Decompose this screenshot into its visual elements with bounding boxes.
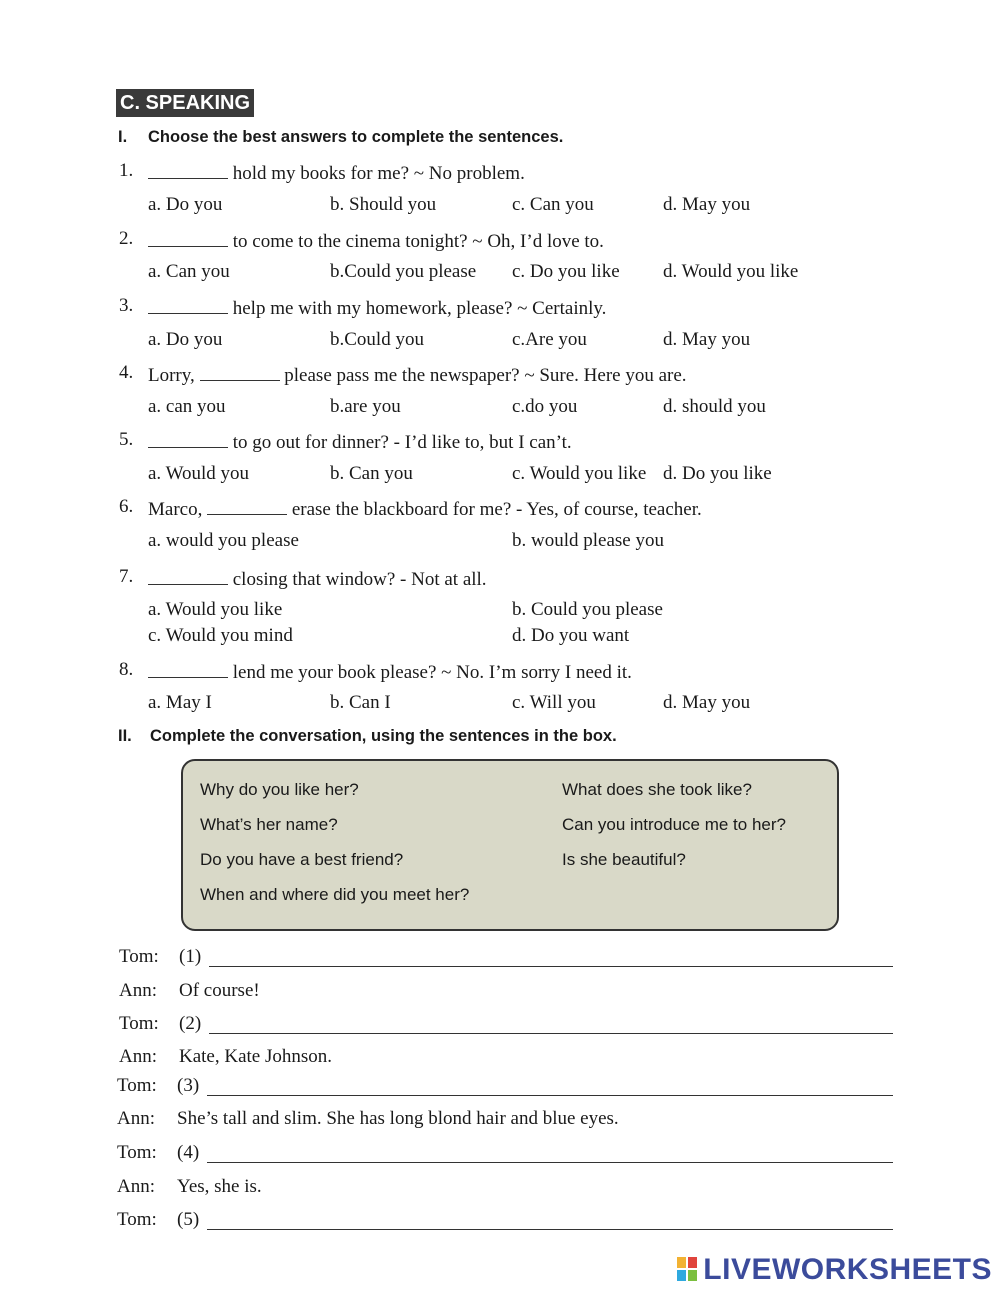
option-a[interactable]: a. Do you xyxy=(148,194,223,215)
question-text xyxy=(148,362,687,387)
question-text xyxy=(148,228,604,253)
option-b[interactable]: b. Can you xyxy=(330,463,413,484)
answer-blank[interactable] xyxy=(148,566,228,585)
blank-number: (2) xyxy=(179,1013,202,1034)
blank-number: (4) xyxy=(177,1142,200,1163)
question-prompt: hold my books for me? ~ No problem. xyxy=(232,163,525,184)
option-a[interactable]: a. Can you xyxy=(148,261,230,282)
question-prompt: to go out for dinner? - I’d like to, but I can’t. xyxy=(232,432,572,453)
liveworksheets-logo-icon xyxy=(677,1257,699,1283)
question-text xyxy=(148,429,572,454)
answer-line[interactable] xyxy=(207,1095,893,1096)
part1-heading: Choose the best answers to complete the sentences. xyxy=(148,128,564,146)
question-prompt: to come to the cinema tonight? ~ Oh, I’d love to. xyxy=(232,231,604,252)
question-number: 8. xyxy=(119,659,134,680)
part2-heading-number: II. xyxy=(118,727,132,745)
option-c[interactable]: c. Will you xyxy=(512,692,596,713)
question-prompt: lend me your book please? ~ No. I’m sorry I need it. xyxy=(232,662,632,683)
question-text xyxy=(148,160,525,185)
answer-line[interactable] xyxy=(209,966,893,967)
answer-blank[interactable] xyxy=(148,160,228,179)
box-sentence: Is she beautiful? xyxy=(562,850,686,869)
box-sentence: Why do you like her? xyxy=(200,780,359,799)
option-a[interactable]: a. Would you xyxy=(148,463,250,484)
answer-blank[interactable] xyxy=(148,659,228,678)
question-prompt: closing that window? - Not at all. xyxy=(232,569,487,590)
option-c[interactable]: c.Are you xyxy=(512,329,587,350)
question-number: 4. xyxy=(119,362,134,383)
option-b[interactable]: b.Could you xyxy=(330,329,424,350)
dialogue-line: Kate, Kate Johnson. xyxy=(179,1046,333,1067)
question-number: 7. xyxy=(119,566,134,587)
option-b[interactable]: b. Could you please xyxy=(512,599,663,620)
option-a[interactable]: a. May I xyxy=(148,692,212,713)
speaker-label: Tom: xyxy=(119,946,159,967)
dialogue-line: Yes, she is. xyxy=(177,1176,262,1197)
question-prompt: erase the blackboard for me? - Yes, of course, teacher. xyxy=(291,499,702,520)
blank-number: (5) xyxy=(177,1209,200,1230)
box-sentence: What does she took like? xyxy=(562,780,752,799)
blank-number: (1) xyxy=(179,946,202,967)
question-text xyxy=(148,566,487,591)
question-text xyxy=(148,295,606,320)
answer-line[interactable] xyxy=(207,1229,893,1230)
box-sentence: What’s her name? xyxy=(200,815,338,834)
question-number: 6. xyxy=(119,496,134,517)
option-d[interactable]: d. May you xyxy=(663,692,751,713)
blank-number: (3) xyxy=(177,1075,200,1096)
speaker-label: Ann: xyxy=(119,1046,157,1067)
option-c[interactable]: c.do you xyxy=(512,396,578,417)
section-title: C. SPEAKING xyxy=(116,89,254,117)
question-prompt: please pass me the newspaper? ~ Sure. Here you are. xyxy=(284,365,687,386)
question-prompt: help me with my homework, please? ~ Certainly. xyxy=(232,298,607,319)
option-c[interactable]: c. Would you like xyxy=(512,463,647,484)
option-a[interactable]: a. Do you xyxy=(148,329,223,350)
part2-heading: Complete the conversation, using the sentences in the box. xyxy=(150,727,617,745)
option-c[interactable]: c. Do you like xyxy=(512,261,620,282)
option-b[interactable]: b. Can I xyxy=(330,692,391,713)
answer-blank[interactable] xyxy=(148,228,228,247)
liveworksheets-logo xyxy=(677,1253,992,1287)
option-d[interactable]: d. Do you want xyxy=(512,625,630,646)
speaker-label: Tom: xyxy=(119,1013,159,1034)
question-lead: Marco, xyxy=(148,499,203,520)
question-number: 5. xyxy=(119,429,134,450)
box-sentence: Do you have a best friend? xyxy=(200,850,404,869)
option-b[interactable]: b. would please you xyxy=(512,530,664,551)
option-a[interactable]: a. would you please xyxy=(148,530,299,551)
answer-line[interactable] xyxy=(209,1033,893,1034)
option-d[interactable]: d. Would you like xyxy=(663,261,799,282)
liveworksheets-logo-text: LIVEWORKSHEETS xyxy=(703,1253,992,1286)
answer-line[interactable] xyxy=(207,1162,893,1163)
box-sentence: Can you introduce me to her? xyxy=(562,815,786,834)
answer-blank[interactable] xyxy=(148,295,228,314)
option-c[interactable]: c. Can you xyxy=(512,194,594,215)
option-d[interactable]: d. May you xyxy=(663,194,751,215)
option-b[interactable]: b.are you xyxy=(330,396,401,417)
dialogue-line: Of course! xyxy=(179,980,260,1001)
question-number: 2. xyxy=(119,228,134,249)
box-sentence: When and where did you meet her? xyxy=(200,885,470,904)
answer-blank[interactable] xyxy=(148,429,228,448)
answer-blank[interactable] xyxy=(200,362,280,381)
option-a[interactable]: a. can you xyxy=(148,396,226,417)
answer-blank[interactable] xyxy=(207,496,287,515)
speaker-label: Ann: xyxy=(117,1108,155,1129)
question-number: 1. xyxy=(119,160,134,181)
speaker-label: Tom: xyxy=(117,1142,157,1163)
option-c[interactable]: c. Would you mind xyxy=(148,625,293,646)
option-d[interactable]: d. Do you like xyxy=(663,463,772,484)
part1-heading-number: I. xyxy=(118,128,128,146)
speaker-label: Tom: xyxy=(117,1075,157,1096)
speaker-label: Ann: xyxy=(119,980,157,1001)
question-text xyxy=(148,659,632,684)
option-a[interactable]: a. Would you like xyxy=(148,599,283,620)
question-number: 3. xyxy=(119,295,134,316)
speaker-label: Ann: xyxy=(117,1176,155,1197)
option-d[interactable]: d. should you xyxy=(663,396,766,417)
question-lead: Lorry, xyxy=(148,365,195,386)
speaker-label: Tom: xyxy=(117,1209,157,1230)
question-text xyxy=(148,496,702,521)
dialogue-line: She’s tall and slim. She has long blond hair and blue eyes. xyxy=(177,1108,619,1129)
option-b[interactable]: b. Should you xyxy=(330,194,437,215)
option-b[interactable]: b.Could you please xyxy=(330,261,477,282)
option-d[interactable]: d. May you xyxy=(663,329,751,350)
